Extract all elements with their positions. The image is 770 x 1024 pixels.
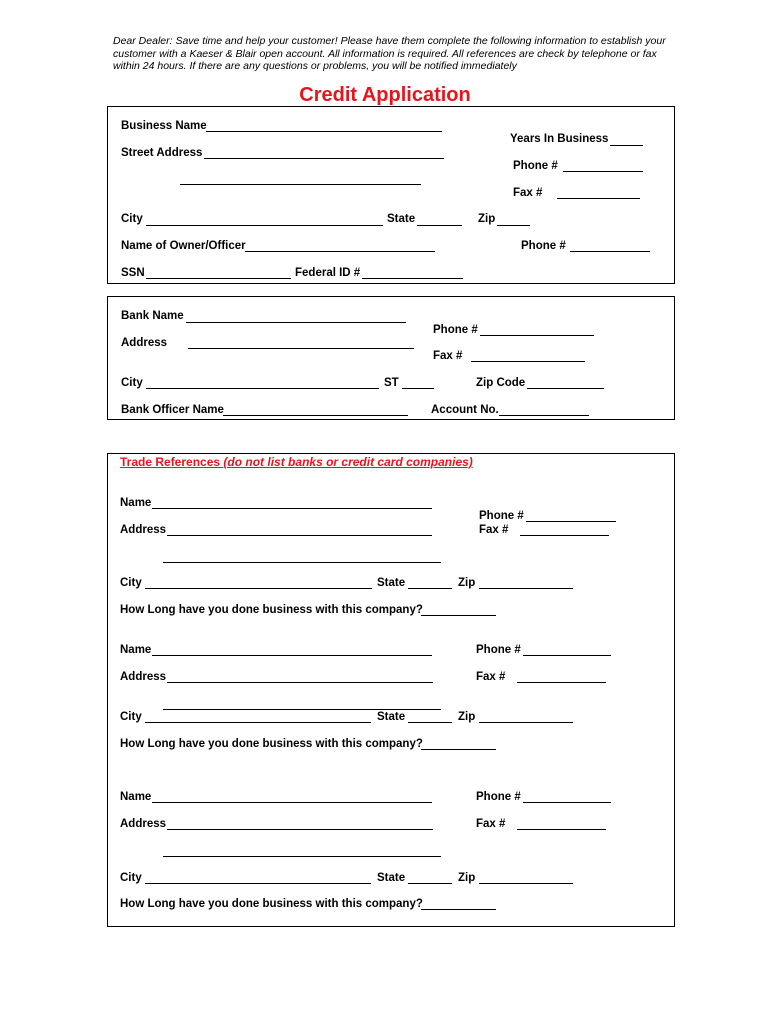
ref2-address-line2-field[interactable] — [163, 709, 441, 710]
bank-fax-label: Fax # — [433, 350, 463, 362]
business-city-label: City — [121, 213, 143, 225]
owner-officer-label: Name of Owner/Officer — [121, 240, 246, 252]
ref2-name-field[interactable] — [152, 655, 432, 656]
ref3-fax-label: Fax # — [476, 818, 506, 830]
ref1-name-label: Name — [120, 497, 152, 509]
ref2-city-field[interactable] — [145, 722, 371, 723]
ref1-phone-field[interactable] — [526, 521, 616, 522]
ref1-city-label: City — [120, 577, 142, 589]
trade-references-note: (do not list banks or credit card companies) — [223, 455, 473, 469]
ref2-how-long-field[interactable] — [421, 749, 496, 750]
ref1-address-line2-field[interactable] — [163, 562, 441, 563]
business-zip-label: Zip — [478, 213, 496, 225]
ref3-phone-label: Phone # — [476, 791, 521, 803]
federal-id-label: Federal ID # — [295, 267, 361, 279]
business-city-field[interactable] — [146, 225, 383, 226]
ref3-address-field[interactable] — [167, 829, 433, 830]
page-title: Credit Application — [299, 84, 471, 106]
ref2-state-label: State — [377, 711, 406, 723]
ref2-city-label: City — [120, 711, 142, 723]
ref1-zip-field[interactable] — [479, 588, 573, 589]
trade-references-heading — [120, 455, 473, 469]
bank-info-section — [107, 296, 675, 420]
ref1-address-field[interactable] — [167, 535, 432, 536]
intro-text: Dear Dealer: Save time and help your customer! Please have them complete the following information to establish your customer with a Kaeser & Blair open account. All information is required. All references are check by telephone or fax within 24 hours. If there are any questions or problems, you will be notified immediately — [113, 35, 666, 72]
ref3-zip-label: Zip — [458, 872, 476, 884]
ref2-fax-label: Fax # — [476, 671, 506, 683]
ref2-phone-field[interactable] — [523, 655, 611, 656]
ref2-zip-label: Zip — [458, 711, 476, 723]
ref3-how-long-field[interactable] — [421, 909, 496, 910]
business-phone-label: Phone # — [513, 160, 558, 172]
ref1-fax-label: Fax # — [479, 524, 509, 536]
ref1-fax-field[interactable] — [520, 535, 609, 536]
ref2-phone-label: Phone # — [476, 644, 521, 656]
ref3-phone-field[interactable] — [523, 802, 611, 803]
business-fax-field[interactable] — [557, 198, 640, 199]
ref1-how-long-label: How Long have you done business with this company? — [120, 604, 423, 616]
federal-id-field[interactable] — [362, 278, 463, 279]
ssn-field[interactable] — [146, 278, 291, 279]
owner-officer-field[interactable] — [245, 251, 435, 252]
ref3-city-field[interactable] — [145, 883, 371, 884]
ref1-name-field[interactable] — [152, 508, 432, 509]
bank-st-field[interactable] — [402, 388, 434, 389]
street-address-label: Street Address — [121, 147, 203, 159]
ref3-name-label: Name — [120, 791, 152, 803]
street-address-line2-field[interactable] — [180, 184, 421, 185]
ref3-address-line2-field[interactable] — [163, 856, 441, 857]
account-no-label: Account No. — [431, 404, 499, 416]
bank-st-label: ST — [384, 377, 399, 389]
business-phone-field[interactable] — [563, 171, 643, 172]
business-name-field[interactable] — [206, 131, 442, 132]
ref2-how-long-label: How Long have you done business with this company? — [120, 738, 423, 750]
ref2-zip-field[interactable] — [479, 722, 573, 723]
bank-zip-code-field[interactable] — [527, 388, 604, 389]
bank-fax-field[interactable] — [471, 361, 585, 362]
ref1-city-field[interactable] — [145, 588, 372, 589]
bank-address-field[interactable] — [188, 348, 414, 349]
owner-phone-label: Phone # — [521, 240, 566, 252]
ref2-address-label: Address — [120, 671, 167, 683]
ref3-state-field[interactable] — [408, 883, 452, 884]
bank-name-label: Bank Name — [121, 310, 184, 322]
ref2-fax-field[interactable] — [517, 682, 606, 683]
years-in-business-label: Years In Business — [510, 133, 609, 145]
bank-officer-label: Bank Officer Name — [121, 404, 224, 416]
ref1-address-label: Address — [120, 524, 167, 536]
ref1-state-field[interactable] — [408, 588, 452, 589]
ref1-zip-label: Zip — [458, 577, 476, 589]
bank-address-label: Address — [121, 337, 168, 349]
bank-phone-field[interactable] — [480, 335, 594, 336]
ref1-phone-label: Phone # — [479, 510, 524, 522]
bank-officer-field[interactable] — [223, 415, 408, 416]
bank-city-label: City — [121, 377, 143, 389]
business-fax-label: Fax # — [513, 187, 543, 199]
ref3-address-label: Address — [120, 818, 167, 830]
street-address-field[interactable] — [204, 158, 444, 159]
ref3-how-long-label: How Long have you done business with this company? — [120, 898, 423, 910]
ref2-address-field[interactable] — [167, 682, 433, 683]
bank-name-field[interactable] — [186, 322, 406, 323]
owner-phone-field[interactable] — [570, 251, 650, 252]
ref2-state-field[interactable] — [408, 722, 452, 723]
ref3-fax-field[interactable] — [517, 829, 606, 830]
bank-city-field[interactable] — [146, 388, 379, 389]
trade-references-title: Trade References — [120, 455, 221, 469]
ref2-name-label: Name — [120, 644, 152, 656]
ref3-city-label: City — [120, 872, 142, 884]
business-zip-field[interactable] — [497, 225, 530, 226]
business-state-field[interactable] — [417, 225, 462, 226]
ref1-how-long-field[interactable] — [421, 615, 496, 616]
account-no-field[interactable] — [499, 415, 589, 416]
bank-phone-label: Phone # — [433, 324, 478, 336]
business-name-label: Business Name — [121, 120, 207, 132]
ref3-state-label: State — [377, 872, 406, 884]
ssn-label: SSN — [121, 267, 145, 279]
bank-zip-code-label: Zip Code — [476, 377, 526, 389]
ref1-state-label: State — [377, 577, 406, 589]
business-state-label: State — [387, 213, 416, 225]
ref3-name-field[interactable] — [152, 802, 432, 803]
years-in-business-field[interactable] — [610, 145, 643, 146]
ref3-zip-field[interactable] — [479, 883, 573, 884]
